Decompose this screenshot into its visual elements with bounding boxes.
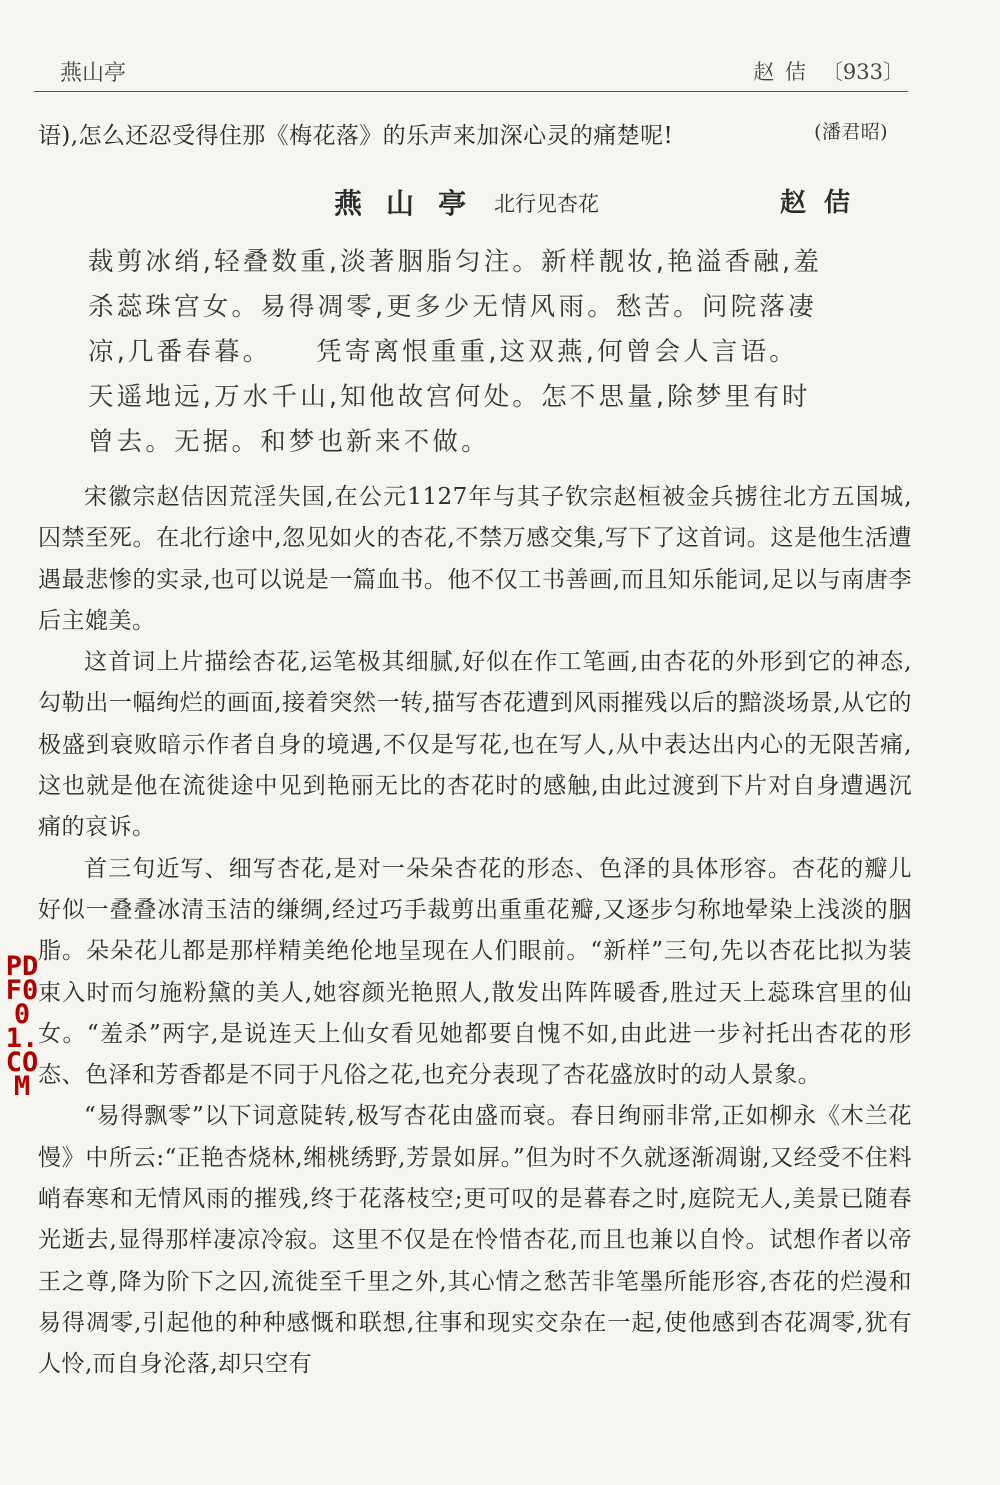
poem-body <box>88 240 868 465</box>
commentary-paragraph: 这首词上片描绘杏花,运笔极其细腻,好似在作工笔画,由杏花的外形到它的神态,勾勒出一幅绚烂的画面,接着突然一转,描写杏花遭到风雨摧残以后的黯淡场景,从它的极盛到衰败暗示作者自身的境遇,不仅是写花,也在写人,从中表达出内心的无限苦痛,这也就是他在流徙途中见到艳丽无比的杏花时的感触,由此过渡到下片对自身遭遇沉痛的哀诉。 <box>38 649 912 841</box>
poem-line: 杀蕊珠宫女。易得凋零,更多少无情风雨。愁苦。问院落凄 <box>88 292 817 322</box>
poem-line: 裁剪冰绡,轻叠数重,淡著胭脂匀注。新样靓妆,艳溢香融,羞 <box>88 247 823 277</box>
poem-author: 赵佶 <box>780 188 869 218</box>
commentary <box>38 477 912 1386</box>
previous-entry-credit: (潘君昭) <box>814 121 888 143</box>
poem-title: 燕山亭 <box>334 187 491 220</box>
commentary-paragraph: 首三句近写、细写杏花,是对一朵朵杏花的形态、色泽的具体形容。杏花的瓣儿好似一叠叠冰清玉洁的缣绸,经过巧手裁剪出重重花瓣,又逐步匀称地晕染上浅淡的胭脂。朵朵花儿都是那样精美绝伦地呈现在人们眼前。“新样”三句,先以杏花比拟为装束入时而匀施粉黛的美人,她容颜光艳照人,散发出阵阵暖香,胜过天上蕊珠宫里的仙女。“羞杀”两字,是说连天上仙女看见她都要自愧不如,由此进一步衬托出杏花的形态、色泽和芳香都是不同于凡俗之花,也充分表现了杏花盛放时的动人景象。 <box>38 855 912 1089</box>
running-header-right <box>753 56 904 86</box>
previous-entry-text: 语),怎么还忍受得住那《梅花落》的乐声来加深心灵的痛楚呢! <box>38 123 674 149</box>
header-rule <box>34 91 908 92</box>
poem-line: 曾去。无据。和梦也新来不做。 <box>88 427 490 457</box>
commentary-paragraph: 宋徽宗赵佶因荒淫失国,在公元1127年与其子钦宗赵桓被金兵掳往北方五国城,囚禁至死。在北行途中,忽见如火的杏花,不禁万感交集,写下了这首词。这是他生活遭遇最悲惨的实录,也可以说是一篇血书。他不仅工书善画,而且知乐能词,足以与南唐李后主媲美。 <box>38 484 912 634</box>
watermark-text: PDF001.COM <box>5 951 39 1102</box>
running-title: 燕山亭 <box>60 61 127 86</box>
running-header <box>38 52 908 90</box>
poem-line: 天遥地远,万水千山,知他故宫何处。怎不思量,除梦里有时 <box>88 382 811 412</box>
page-number: 〔933〕 <box>821 60 904 84</box>
poem-line: 凉,几番春暮。 凭寄离恨重重,这双燕,何曾会人言语。 <box>88 337 798 367</box>
running-author: 赵 佶 <box>753 60 808 84</box>
poem-subtitle: 北行见杏花 <box>494 192 599 216</box>
previous-entry-ending <box>38 117 908 150</box>
commentary-paragraph: “易得飘零”以下词意陡转,极写杏花由盛而衰。春日绚丽非常,正如柳永《木兰花慢》中所云:“正艳杏烧林,缃桃绣野,芳景如屏。”但为时不久就逐渐凋谢,又经受不住料峭春寒和无情风雨的摧残,终于花落枝空;更可叹的是暮春之时,庭院无人,美景已随春光逝去,显得那样凄凉冷寂。这里不仅是在怜惜杏花,而且也兼以自怜。试想作者以帝王之尊,降为阶下之囚,流徙至千里之外,其心情之愁苦非笔墨所能形容,杏花的烂漫和易得凋零,引起他的种种感慨和联想,往事和现实交杂在一起,使他感到杏花凋零,犹有人怜,而自身沦落,却只空有 <box>38 1103 912 1378</box>
poem-heading <box>38 178 908 224</box>
